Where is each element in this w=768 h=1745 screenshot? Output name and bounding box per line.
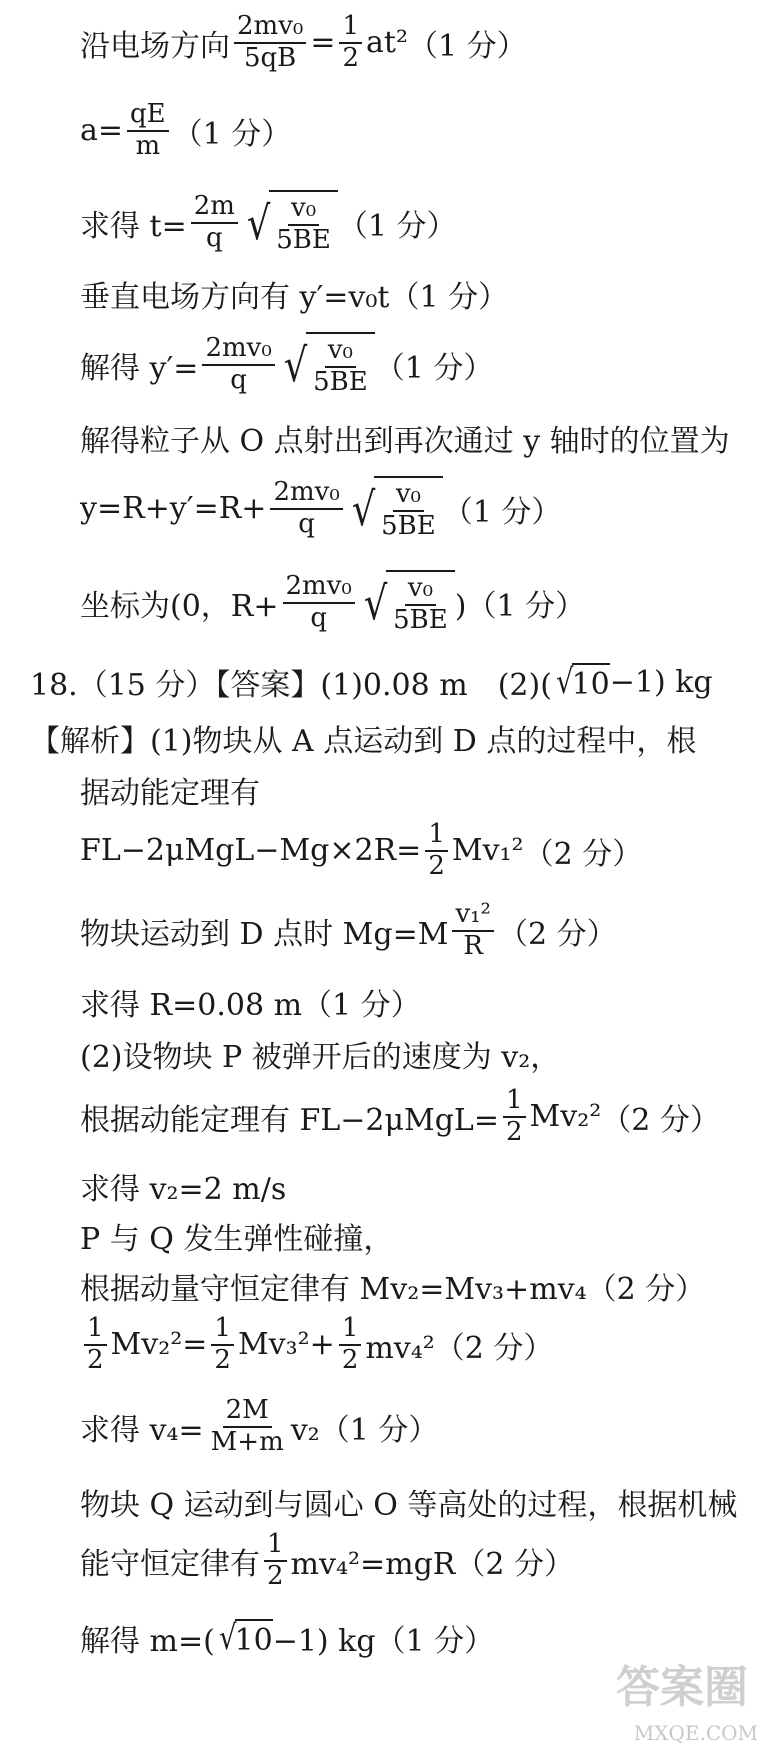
solution-line [80, 768, 260, 812]
square-root: √ $\frac{\text{v₀}}{5BE}$ [281, 332, 375, 398]
fraction: $\frac{\text{v₁²}}{R}$ [452, 900, 494, 962]
fraction-half: $\frac{1}{2}$ [339, 12, 362, 74]
score-note: （2 分） [497, 916, 617, 952]
line-text: Mv₂²= [110, 1327, 208, 1363]
solution-line [80, 332, 493, 398]
solution-line [80, 1086, 720, 1148]
line-text: 18.（15 分）【答案】(1)0.08 m (2)( [30, 668, 552, 703]
square-root: √ $\frac{\text{v₀}}{5BE}$ [361, 570, 455, 636]
score-note: （1 分） [407, 28, 527, 64]
line-text: y=R+y′=R+ [80, 491, 267, 527]
fraction: $\frac{qE}{m}$ [127, 100, 169, 162]
line-text: Mv₁² [451, 833, 524, 869]
fraction: $\frac{\text{2mv₀}}{q}$ [270, 478, 342, 540]
solution-line [80, 1032, 560, 1076]
line-text: 根据动能定理有 FL−2μMgL= [80, 1102, 499, 1138]
score-note: （1 分） [374, 350, 494, 386]
line-text: 垂直电场方向有 y′=v₀t（1 分） [80, 280, 509, 315]
equals-sign: = [310, 25, 336, 61]
line-text: 求得 t= [80, 208, 187, 244]
solution-line [80, 980, 421, 1024]
line-text: mv₄²（2 分） [365, 1330, 554, 1366]
score-note: )（1 分） [454, 588, 586, 624]
fraction-half: $\frac{1}{2}$ [84, 1314, 107, 1376]
watermark-url: MXQE.COM [633, 1721, 758, 1745]
line-text: at² [366, 25, 408, 61]
line-text: 解得粒子从 O 点射出到再次通过 y 轴时的位置为 [80, 424, 730, 459]
line-text: a= [80, 113, 124, 149]
line-text: P 与 Q 发生弹性碰撞， [80, 1222, 394, 1257]
line-text: v₂（1 分） [290, 1412, 439, 1448]
score-note: （1 分） [172, 116, 292, 152]
square-root: √ $\frac{\text{v₀}}{5BE}$ [349, 476, 443, 542]
fraction: $\frac{\text{2mv₀}}{q}$ [283, 572, 355, 634]
solution-line [80, 1530, 574, 1592]
solution-line [80, 1264, 705, 1308]
fraction-half: $\frac{1}{2}$ [339, 1314, 362, 1376]
solution-line [80, 820, 642, 882]
square-root: √ $\frac{\text{v₀}}{5BE}$ [244, 190, 338, 256]
solution-line [80, 1214, 393, 1258]
score-note: （1 分） [337, 208, 457, 244]
square-root: √ 10 [218, 1618, 273, 1658]
fraction-half: $\frac{1}{2}$ [503, 1086, 526, 1148]
solution-line [80, 570, 585, 636]
line-text: mv₄²=mgR（2 分） [290, 1546, 574, 1582]
watermark-logo: 答案圈 [616, 1662, 748, 1713]
line-text: Mv₃²+ [237, 1327, 335, 1363]
solution-line [80, 190, 457, 256]
fraction-half: $\frac{1}{2}$ [264, 1530, 287, 1592]
question-header [30, 660, 713, 704]
solution-line [30, 716, 696, 760]
solution-line [80, 1164, 286, 1208]
solution-line [80, 272, 508, 316]
line-text: −1) kg [609, 664, 713, 700]
line-text: 求得 v₄= [80, 1412, 204, 1448]
fraction: $\frac{\text{2mv₀}}{q}$ [202, 334, 274, 396]
solution-line [80, 1616, 494, 1660]
solution-line [80, 476, 561, 542]
solution-line [80, 100, 291, 162]
fraction: $\frac{\text{2mv₀}}{5qB}$ [234, 12, 306, 74]
score-note: （1 分） [442, 494, 562, 530]
solution-line [80, 1314, 553, 1376]
line-text: Mv₂² [529, 1099, 602, 1135]
fraction: $\frac{2M}{M+m}$ [210, 1395, 284, 1457]
line-text: 沿电场方向 [80, 28, 230, 64]
line-text: (2)设物块 P 被弹开后的速度为 v₂， [80, 1040, 561, 1075]
line-text: FL−2μMgL−Mg×2R= [80, 833, 422, 869]
solution-line [80, 1480, 737, 1524]
score-note: （2 分） [523, 836, 643, 872]
fraction-half: $\frac{1}{2}$ [425, 820, 448, 882]
line-text: 根据动量守恒定律有 Mv₂=Mv₃+mv₄（2 分） [80, 1272, 706, 1307]
line-text: −1) kg（1 分） [272, 1624, 495, 1659]
fraction: $\frac{2m}{q}$ [191, 192, 238, 254]
solution-line [80, 12, 527, 74]
score-note: （2 分） [601, 1102, 720, 1138]
fraction-half: $\frac{1}{2}$ [211, 1314, 234, 1376]
line-text: 物块 Q 运动到与圆心 O 等高处的过程，根据机械 [80, 1488, 738, 1523]
line-text: 坐标为(0，R+ [80, 588, 279, 624]
solution-line [80, 416, 730, 460]
solution-line [80, 1396, 438, 1458]
line-text: 【解析】(1)物块从 A 点运动到 D 点的过程中，根 [30, 724, 697, 759]
line-text: 求得 v₂=2 m/s [80, 1172, 287, 1207]
square-root: √ 10 [556, 662, 610, 702]
line-text: 物块运动到 D 点时 Mg=M [80, 916, 449, 952]
line-text: 解得 m=( [80, 1624, 215, 1659]
line-text: 能守恒定律有 [80, 1546, 260, 1582]
line-text: 求得 R=0.08 m（1 分） [80, 988, 421, 1023]
solution-line [80, 900, 617, 962]
line-text: 解得 y′= [80, 350, 199, 386]
line-text: 据动能定理有 [80, 776, 260, 811]
